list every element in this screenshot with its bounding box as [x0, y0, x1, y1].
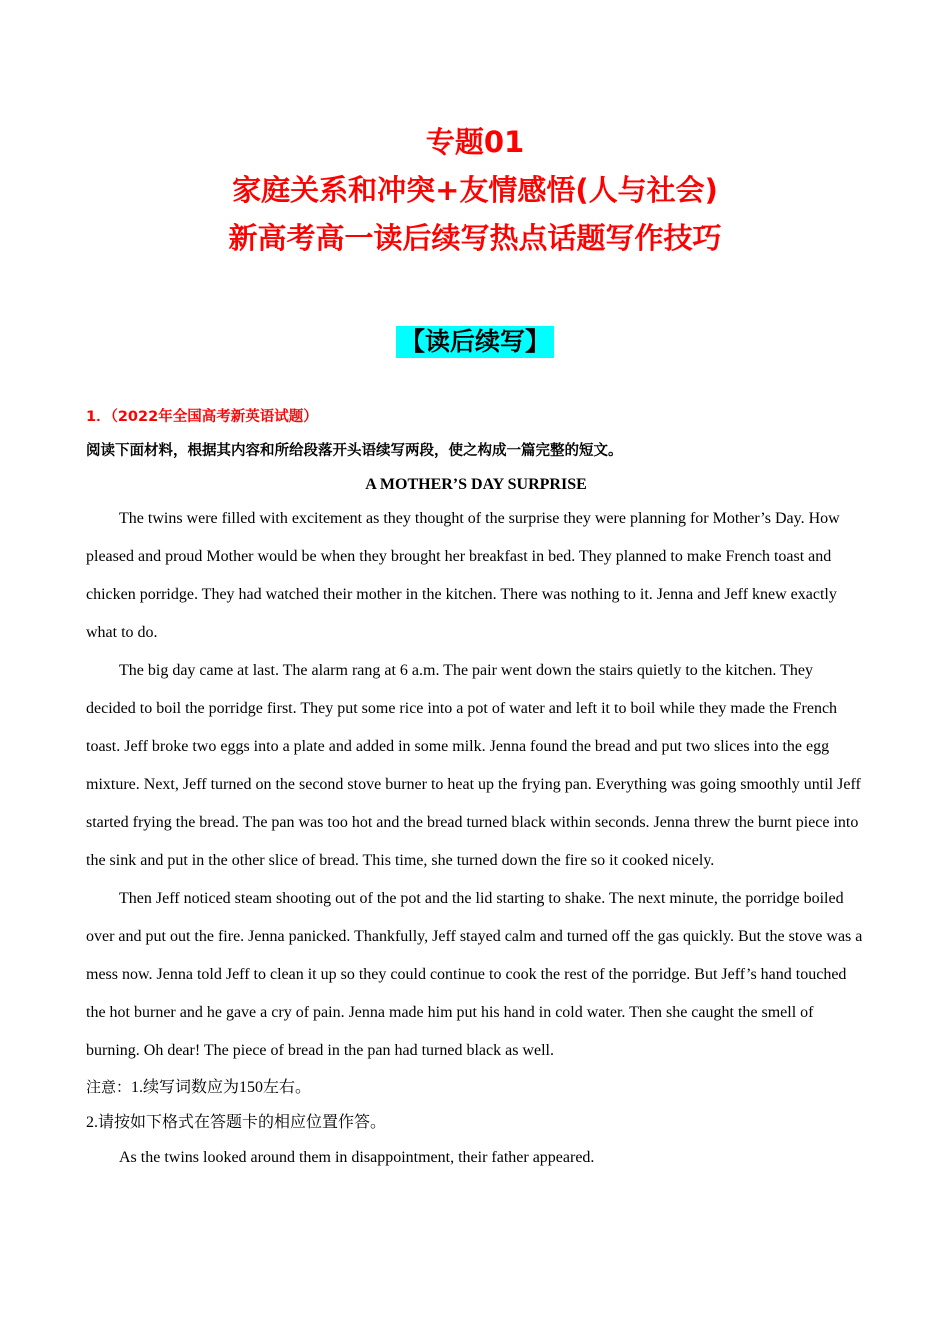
story-paragraph: The twins were filled with excitement as they thought of the surprise they were planning for Mother’s Day. How pleased and proud Mother would be when they brought her breakfast in bed. They planned to make French toast and chicken porridge. They had watched their mother in the kitchen. There was nothing to it. Jenna and Jeff knew exactly what to do.	[86, 510, 840, 641]
question-instruction: 阅读下面材料，根据其内容和所给段落开头语续写两段，使之构成一篇完整的短文。	[86, 443, 623, 459]
title-line-topic: 专题01	[425, 125, 525, 159]
section-label: 【读后续写】	[396, 326, 554, 358]
continuation-opening: As the twins looked around them in disappointment, their father appeared.	[119, 1149, 595, 1166]
title-line-theme: 家庭关系和冲突+友情感悟(人与社会)	[232, 173, 718, 207]
question-header	[86, 402, 866, 432]
story-title: A MOTHER’S DAY SURPRISE	[365, 476, 587, 493]
question-body	[86, 402, 866, 1176]
note-word-count	[86, 1070, 866, 1105]
document-title	[0, 118, 950, 262]
question-number: 1．	[86, 409, 111, 425]
story-paragraph: The big day came at last. The alarm rang at 6 a.m. The pair went down the stairs quietly to the kitchen. They decided to boil the porridge first. They put some rice into a pot of water and left it to boil while they made the French toast. Jeff broke two eggs into a plate and added in some milk. Jenna found the bread and put two slices into the egg mixture. Next, Jeff turned on the second stove burner to heat up the frying pan. Everything was going smoothly until Jeff started frying the bread. The pan was too hot and the bread turned black within seconds. Jenna threw the burnt piece into the sink and put in the other slice of bread. This time, she turned down the fire so it cooked nicely.	[86, 662, 861, 869]
question-source: （2022年全国高考新英语试题）	[110, 409, 318, 425]
note-word-count-text: 1.续写词数应为150左右。	[131, 1079, 312, 1096]
section-heading	[0, 326, 950, 358]
note-prefix: 注意：	[86, 1078, 132, 1096]
note-format: 2.请按如下格式在答题卡的相应位置作答。	[86, 1114, 387, 1131]
story-paragraph: Then Jeff noticed steam shooting out of the pot and the lid starting to shake. The next minute, the porridge boiled over and put out the fire. Jenna panicked. Thankfully, Jeff stayed calm and turned off the gas quickly. But the stove was a mess now. Jenna told Jeff to clean it up so they could continue to cook the rest of the porridge. But Jeff’s hand touched the hot burner and he gave a cry of pain. Jenna made him put his hand in cold water. Then she caught the smell of burning. Oh dear! The piece of bread in the pan had turned black as well.	[86, 890, 863, 1059]
title-line-subtitle: 新高考高一读后续写热点话题写作技巧	[228, 221, 722, 255]
